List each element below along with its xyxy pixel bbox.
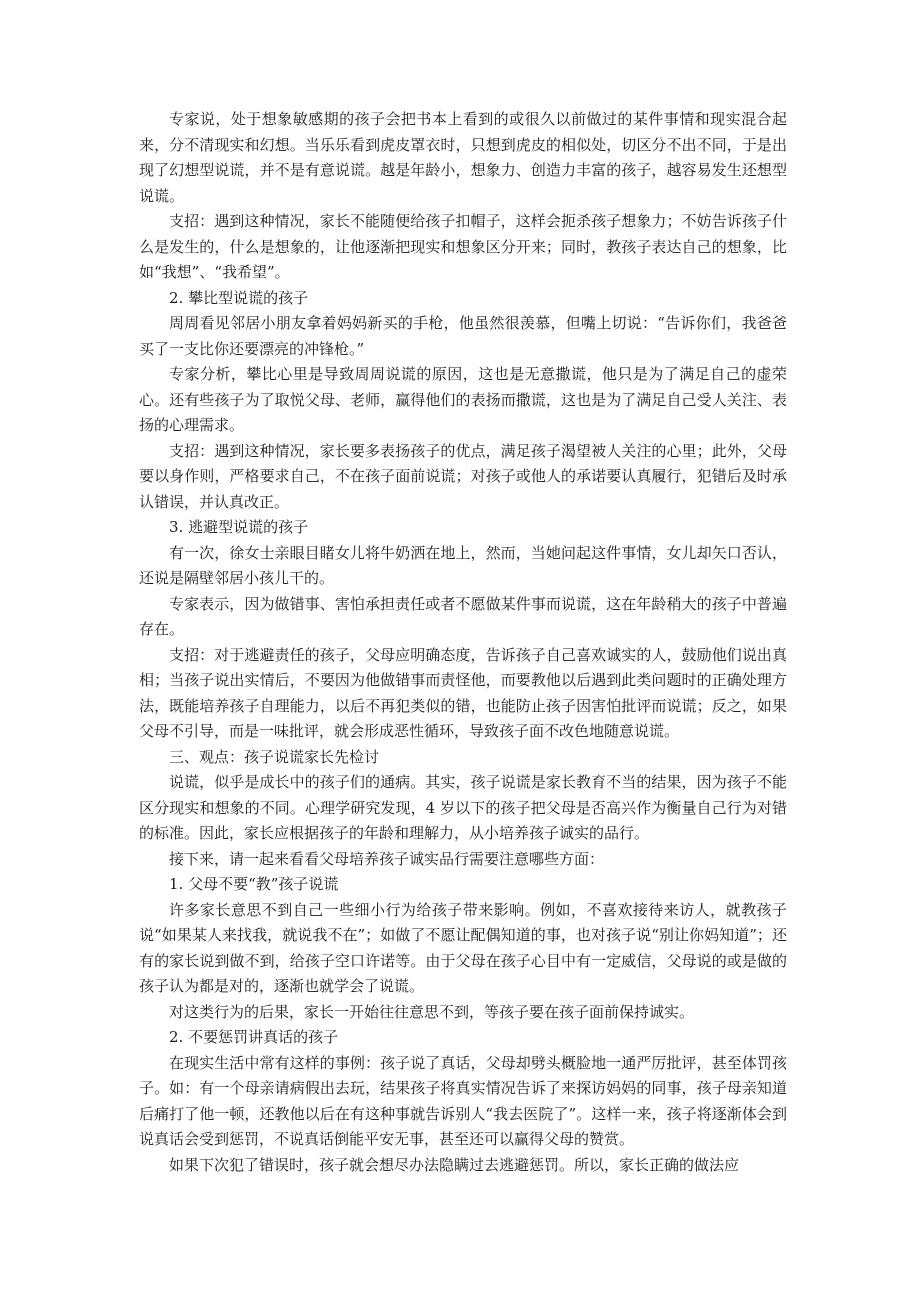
paragraph-imagination-tip: 支招：遇到这种情况，家长不能随便给孩子扣帽子，这样会扼杀孩子想象力；不妨告诉孩子什么是发生的，什么是想象的，让他逐渐把现实和想象区分开来；同时，教孩子表达自己的想象，比如“我想”、“我希望”。 xyxy=(139,212,787,281)
paragraph-parents-review: 说谎，似乎是成长中的孩子们的通病。其实，孩子说谎是家长教育不当的结果，因为孩子不能区分现实和想象的不同。心理学研究发现，4 岁以下的孩子把父母是否高兴作为衡量自己行为对错的标准。因此，家长应根据孩子的年龄和理解力，从小培养孩子诚实的品行。 xyxy=(139,773,787,842)
paragraph-avoidance-tip: 支招：对于逃避责任的孩子，父母应明确态度，告诉孩子自己喜欢诚实的人，鼓励他们说出真相；当孩子说出实情后，不要因为他做错事而责怪他，而要教他以后遇到此类问题时的正确处理方法，既能培养孩子自理能力，以后不再犯类似的错，也能防止孩子因害怕批评而说谎；反之，如果父母不引导，而是一味批评，就会形成恶性循环，导致孩子面不改色地随意说谎。 xyxy=(139,645,787,740)
paragraph-comparison-tip: 支招：遇到这种情况，家长要多表扬孩子的优点，满足孩子渴望被人关注的心里；此外，父母要以身作则，严格要求自己，不在孩子面前说谎；对孩子或他人的承诺要认真履行，犯错后及时承认错误，并认真改正。 xyxy=(139,441,787,511)
paragraph-avoidance-story: 有一次，徐女士亲眼目睹女儿将牛奶洒在地上，然而，当她问起这件事情，女儿却矢口否认，还说是隔壁邻居小孩儿干的。 xyxy=(139,543,787,587)
document-body xyxy=(139,107,787,1178)
paragraph-comparison-story: 周周看见邻居小朋友拿着妈妈新买的手枪，他虽然很羡慕，但嘴上切说：“告诉你们，我爸爸买了一支比你还要漂亮的冲锋枪。” xyxy=(139,314,787,358)
paragraph-consequences: 对这类行为的后果，家长一开始往往意思不到，等孩子要在孩子面前保持诚实。 xyxy=(169,1002,695,1021)
heading-avoidance-lying: 3. 逃避型说谎的孩子 xyxy=(169,518,309,536)
heading-dont-punish-truth: 2. 不要惩罚讲真话的孩子 xyxy=(169,1028,339,1046)
paragraph-imagination-expert: 专家说，处于想象敏感期的孩子会把书本上看到的或很久以前做过的某件事情和现实混合起来，分不清现实和幻想。当乐乐看到虎皮罩衣时，只想到虎皮的相似处，切区分不出不同，于是出现了幻想型说谎，并不是有意说谎。越是年龄小，想象力、创造力丰富的孩子，越容易发生还想型说谎。 xyxy=(139,110,787,205)
heading-dont-teach-lying: 1. 父母不要“教”孩子说谎 xyxy=(169,875,339,893)
paragraph-punish-example: 在现实生活中常有这样的事例：孩子说了真话，父母却劈头概脸地一通严厉批评，甚至体罚孩子。如：有一个母亲请病假出去玩，结果孩子将真实情况告诉了来探访妈妈的同事，孩子母亲知道后痛打了他一顿，还教他以后在有这种事就告诉别人“我去医院了”。这样一来，孩子将逐渐体会到说真话会受到惩罚，不说真话倒能平安无事，甚至还可以赢得父母的赞赏。 xyxy=(139,1053,787,1148)
paragraph-avoidance-expert: 专家表示，因为做错事、害怕承担责任或者不愿做某件事而说谎，这在年龄稍大的孩子中普遍存在。 xyxy=(139,594,787,638)
heading-comparison-lying: 2. 攀比型说谎的孩子 xyxy=(169,288,309,307)
paragraph-small-behaviors: 许多家长意思不到自己一些细小行为给孩子带来影响。例如，不喜欢接待来访人，就教孩子说“如果某人来找我，就说我不在”；如做了不愿让配偶知道的事，也对孩子说“别让你妈知道”；还有的家长说到做不到，给孩子空口许诺等。由于父母在孩子心目中有一定威信，父母说的或是做的孩子认为都是对的，逐渐也就学会了说谎。 xyxy=(139,900,787,995)
paragraph-next-aspects: 接下来，请一起来看看父母培养孩子诚实品行需要注意哪些方面： xyxy=(169,849,605,868)
paragraph-next-mistake: 如果下次犯了错误时，孩子就会想尽办法隐瞒过去逃避惩罚。所以，家长正确的做法应 xyxy=(169,1155,740,1174)
paragraph-comparison-expert: 专家分析，攀比心里是导致周周说谎的原因，这也是无意撒谎，他只是为了满足自己的虚荣心。还有些孩子为了取悦父母、老师，赢得他们的表扬而撒谎，这也是为了满足自己受人关注、表扬的心理需求。 xyxy=(139,365,787,434)
heading-section-three: 三、观点：孩子说谎家长先检讨 xyxy=(169,747,380,766)
